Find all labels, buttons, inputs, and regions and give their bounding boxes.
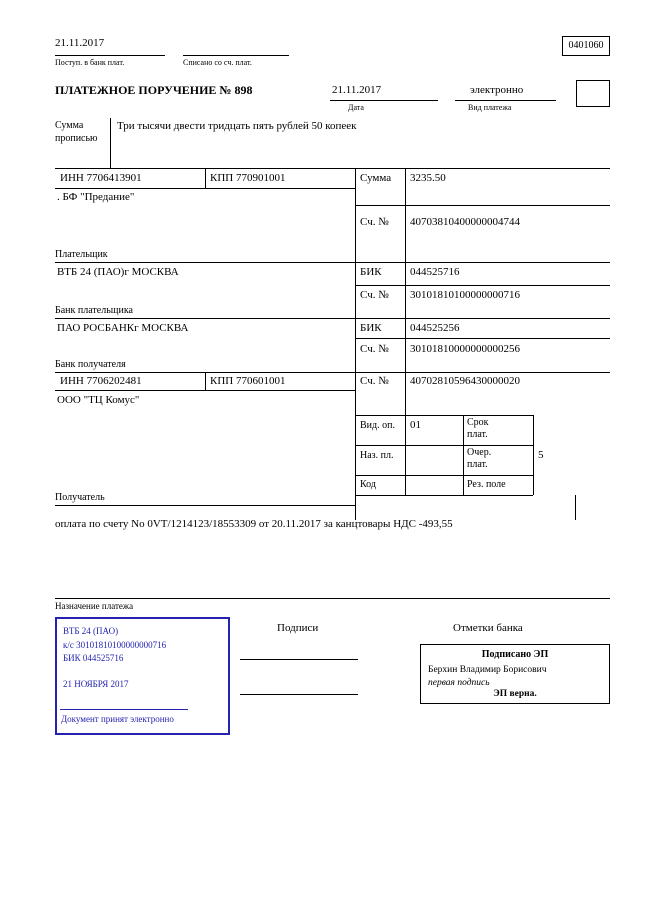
received-label: Поступ. в банк плат.: [55, 58, 125, 67]
payee-bank-account: 30101810000000000256: [410, 343, 520, 355]
divider: [55, 598, 610, 599]
divider: [355, 338, 610, 339]
signatures-label: Подписи: [277, 622, 319, 634]
payer-label: Плательщик: [55, 249, 108, 260]
signature-line: [240, 694, 358, 695]
payee-kpp: КПП 770601001: [210, 375, 286, 387]
purpose-code-label: Наз. пл.: [360, 450, 394, 461]
divider: [355, 445, 533, 446]
payee-inn: ИНН 7706202481: [60, 375, 142, 387]
amount-words-label-2: прописью: [55, 133, 98, 144]
divider: [205, 372, 206, 390]
payer-account-label: Сч. №: [360, 216, 389, 228]
payee-account-label: Сч. №: [360, 375, 389, 387]
divider: [55, 262, 610, 263]
divider: [55, 168, 610, 169]
divider: [110, 118, 111, 168]
amount-words-label-1: Сумма: [55, 120, 84, 131]
divider: [575, 495, 576, 520]
bank-mark-box: [420, 644, 610, 704]
payee-label: Получатель: [55, 492, 105, 503]
divider: [455, 100, 556, 101]
stamp-bik: БИК 044525716: [63, 653, 124, 663]
payer-name: . БФ "Предание": [57, 191, 135, 203]
payee-bank-label: Банк получателя: [55, 359, 126, 370]
payee-bank-bik-label: БИК: [360, 322, 382, 334]
payer-bank-name: ВТБ 24 (ПАО)г МОСКВА: [57, 266, 179, 278]
payee-bank-account-label: Сч. №: [360, 343, 389, 355]
divider: [463, 415, 464, 495]
code-label: Код: [360, 479, 376, 490]
purpose-text: оплата по счету No 0VT/1214123/18553309 от 20.11.2017 за канцтовары НДС -493,55: [55, 518, 453, 530]
payment-kind: электронно: [470, 84, 524, 96]
mark-valid-label: ЭП верна.: [493, 689, 537, 699]
mark-signer-name: Берхин Владимир Борисович: [428, 665, 547, 675]
payer-kpp: КПП 770901001: [210, 172, 286, 184]
doc-title: ПЛАТЕЖНОЕ ПОРУЧЕНИЕ № 898: [55, 83, 253, 97]
divider: [55, 188, 355, 189]
divider: [183, 55, 289, 56]
payer-bank-label: Банк плательщика: [55, 305, 133, 316]
op-type-label: Вид. оп.: [360, 420, 395, 431]
divider: [355, 205, 610, 206]
divider: [55, 55, 165, 56]
payer-bank-account: 30101810100000000716: [410, 289, 520, 301]
payer-bank-bik-label: БИК: [360, 266, 382, 278]
status-box: [576, 80, 610, 107]
divider: [355, 415, 533, 416]
payment-kind-label: Вид платежа: [468, 103, 512, 112]
stamp-corr-account: к/с 30101810100000000716: [63, 640, 167, 650]
reserve-field-label: Рез. поле: [467, 479, 506, 490]
divider: [205, 168, 206, 188]
payee-name: ООО "ТЦ Комус": [57, 394, 140, 406]
priority-label: Очер. плат.: [467, 447, 492, 470]
amount-words-text: Три тысячи двести тридцать пять рублей 50 копеек: [117, 120, 357, 132]
bank-marks-label: Отметки банка: [453, 622, 523, 634]
mark-signed-label: Подписано ЭП: [481, 649, 549, 660]
divider: [355, 285, 610, 286]
divider: [355, 495, 533, 496]
payee-bank-bik: 044525256: [410, 322, 460, 334]
divider: [60, 709, 188, 710]
date-label: Дата: [348, 103, 364, 112]
divider: [355, 168, 356, 520]
doc-date: 21.11.2017: [332, 84, 382, 96]
mark-signature-type: первая подпись: [428, 678, 490, 688]
stamp-bank-name: ВТБ 24 (ПАО): [63, 626, 119, 636]
bank-stamp: [55, 617, 230, 735]
stamp-note: Документ принят электронно: [61, 714, 174, 724]
pay-term-label: Срок плат.: [467, 417, 489, 440]
op-type-value: 01: [410, 419, 421, 431]
sum-label: Сумма: [360, 172, 392, 184]
divider: [55, 505, 355, 506]
payer-inn: ИНН 7706413901: [60, 172, 142, 184]
payee-bank-name: ПАО РОСБАНКг МОСКВА: [57, 322, 189, 334]
payer-account: 40703810400000004744: [410, 216, 520, 228]
purpose-label: Назначение платежа: [55, 601, 134, 611]
received-date: 21.11.2017: [55, 37, 105, 49]
divider: [55, 318, 610, 319]
divider: [355, 475, 533, 476]
divider: [405, 168, 406, 495]
divider: [55, 390, 355, 391]
stamp-date: 21 НОЯБРЯ 2017: [63, 679, 129, 689]
divider: [55, 372, 610, 373]
sum-value: 3235.50: [410, 172, 446, 184]
payee-account: 40702810596430000020: [410, 375, 520, 387]
signature-line: [240, 659, 358, 660]
payer-bank-account-label: Сч. №: [360, 289, 389, 301]
debited-label: Списано со сч. плат.: [183, 58, 252, 67]
divider: [330, 100, 438, 101]
divider: [533, 415, 534, 495]
priority-value: 5: [538, 449, 544, 461]
form-code-box: 0401060: [562, 36, 610, 56]
payer-bank-bik: 044525716: [410, 266, 460, 278]
